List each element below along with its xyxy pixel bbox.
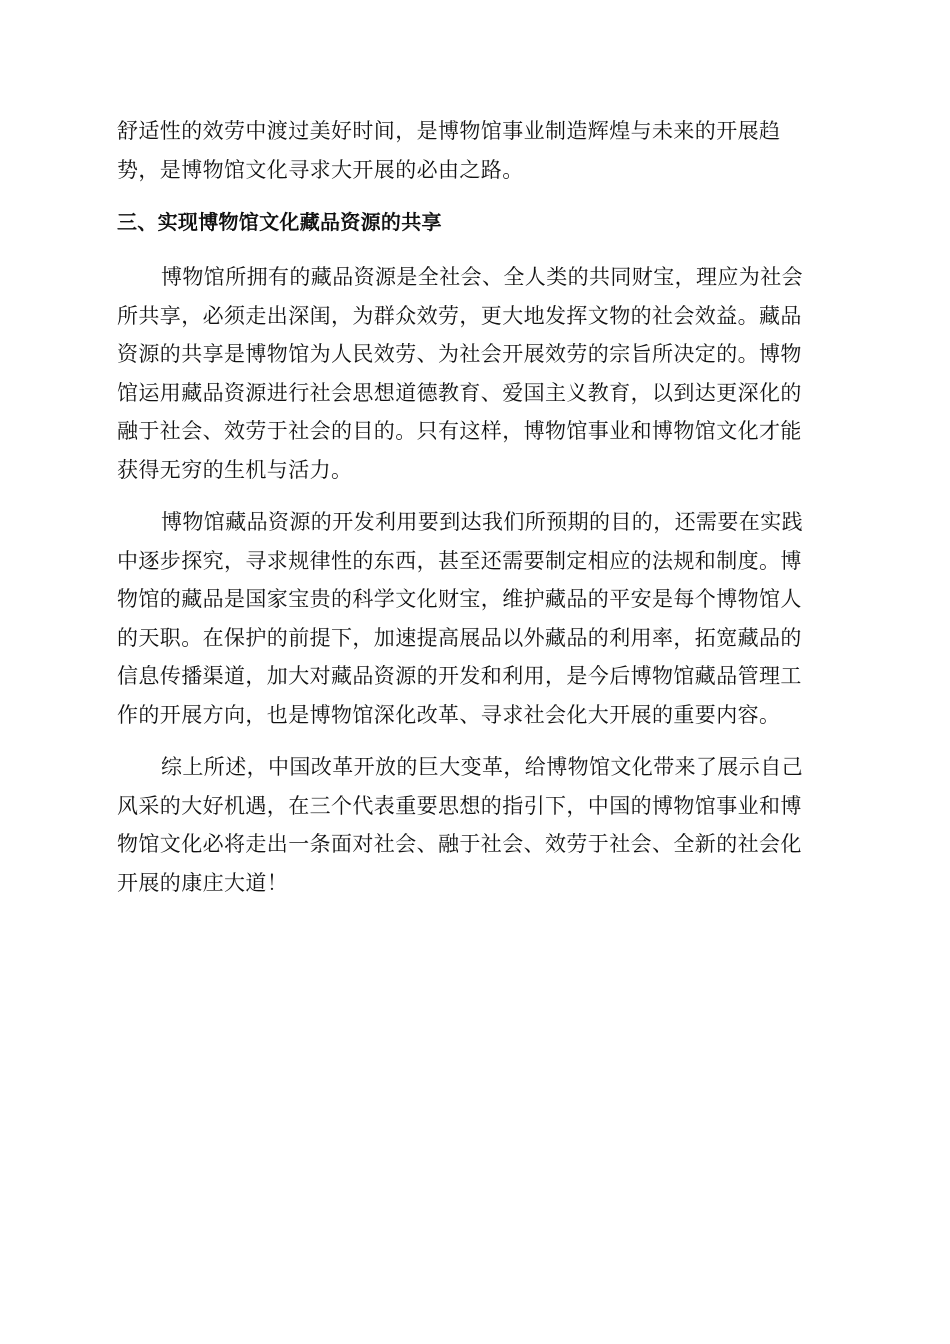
- paragraph-line: 开展的康庄大道！: [117, 870, 289, 895]
- paragraph-line: 风采的大好机遇，在三个代表重要思想的指引下，中国的博物馆事业和博: [117, 793, 802, 818]
- section-heading: 三、实现博物馆文化藏品资源的共享: [117, 210, 442, 234]
- paragraph-line: 作的开展方向，也是博物馆深化改革、寻求社会化大开展的重要内容。: [117, 702, 781, 727]
- paragraph-line: 信息传播渠道，加大对藏品资源的开发和利用，是今后博物馆藏品管理工: [117, 664, 802, 688]
- paragraph-line: 博物馆藏品资源的开发利用要到达我们所预期的目的，还需要在实践: [161, 510, 803, 534]
- paragraph-line: 中逐步探究，寻求规律性的东西，甚至还需要制定相应的法规和制度。博: [117, 548, 802, 573]
- continuation-paragraph: [117, 112, 831, 189]
- paragraph-1: [117, 258, 831, 489]
- paragraph-line: 资源的共享是博物馆为人民效劳、为社会开展效劳的宗旨所决定的。博物: [117, 342, 802, 366]
- paragraph-2: [117, 503, 831, 734]
- paragraph-line: 获得无穷的生机与活力。: [117, 457, 353, 482]
- paragraph-line: 馆运用藏品资源进行社会思想道德教育、爱国主义教育，以到达更深化的: [117, 380, 802, 405]
- paragraph-3: [117, 748, 831, 902]
- paragraph-line: 物馆的藏品是国家宝贵的科学文化财宝，维护藏品的平安是每个博物馆人: [117, 587, 802, 611]
- paragraph-line: 所共享，必须走出深闺，为群众效劳，更大地发挥文物的社会效益。藏品: [117, 303, 802, 328]
- paragraph-line: 综上所述，中国改革开放的巨大变革，给博物馆文化带来了展示自己: [161, 755, 803, 779]
- paragraph-line: 融于社会、效劳于社会的目的。只有这样，博物馆事业和博物馆文化才能: [117, 419, 802, 443]
- paragraph-line: 的天职。在保护的前提下，加速提高展品以外藏品的利用率，拓宽藏品的: [117, 625, 802, 650]
- paragraph-line: 博物馆所拥有的藏品资源是全社会、全人类的共同财宝，理应为社会: [161, 265, 803, 289]
- paragraph-line: 物馆文化必将走出一条面对社会、融于社会、效劳于社会、全新的社会化: [117, 832, 802, 856]
- paragraph-line: 势，是博物馆文化寻求大开展的必由之路。: [117, 157, 524, 182]
- paragraph-line: 舒适性的效劳中渡过美好时间，是博物馆事业制造辉煌与未来的开展趋: [117, 119, 781, 143]
